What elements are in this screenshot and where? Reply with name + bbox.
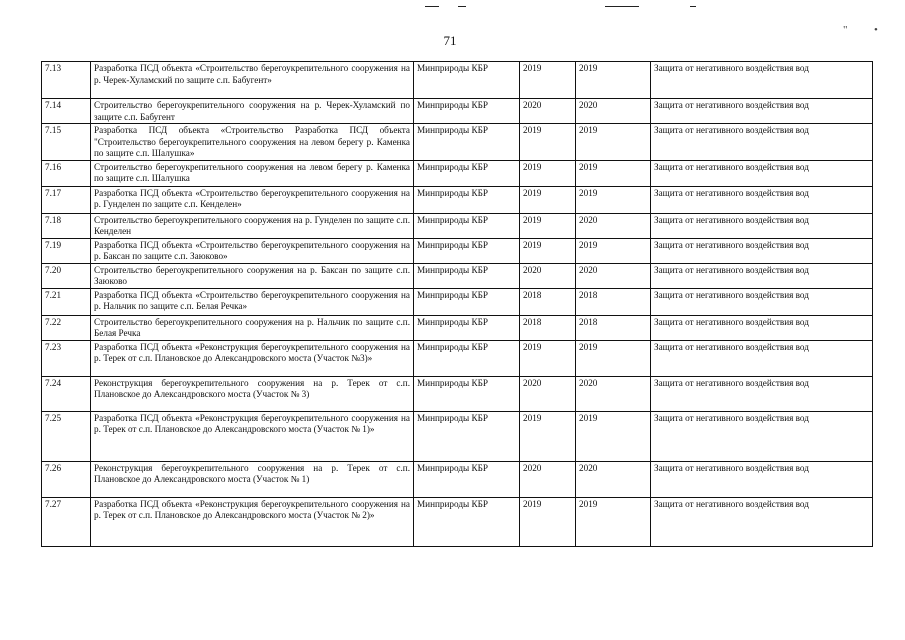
end-year: 2019 — [576, 186, 651, 213]
item-number: 7.25 — [42, 411, 91, 461]
start-year: 2019 — [520, 238, 576, 263]
goal: Защита от негативного воздействия вод — [651, 497, 873, 546]
executor: Минприроды КБР — [414, 340, 520, 376]
goal: Защита от негативного воздействия вод — [651, 62, 873, 99]
page-number: 71 — [443, 33, 457, 48]
executor: Минприроды КБР — [414, 62, 520, 99]
measure-name: Разработка ПСД объекта «Реконструкция берегоукрепительного сооружения на р. Терек от с.п. Плановское до Александровского моста (Участок № 2)» — [91, 497, 414, 546]
measure-name: Разработка ПСД объекта «Строительство берегоукрепительного сооружения на р. Баксан по защите с.п. Заюково» — [91, 238, 414, 263]
executor: Минприроды КБР — [414, 288, 520, 315]
executor: Минприроды КБР — [414, 213, 520, 238]
measure-name: Строительство берегоукрепительного сооружения на р. Нальчик по защите с.п. Белая Речка — [91, 315, 414, 340]
executor: Минприроды КБР — [414, 315, 520, 340]
item-number: 7.15 — [42, 124, 91, 161]
start-year: 2018 — [520, 288, 576, 315]
table-row — [42, 376, 873, 411]
end-year: 2018 — [576, 315, 651, 340]
item-number: 7.21 — [42, 288, 91, 315]
item-number: 7.16 — [42, 160, 91, 186]
executor: Минприроды КБР — [414, 497, 520, 546]
goal: Защита от негативного воздействия вод — [651, 124, 873, 161]
end-year: 2019 — [576, 497, 651, 546]
executor: Минприроды КБР — [414, 376, 520, 411]
measure-name: Разработка ПСД объекта «Строительство берегоукрепительного сооружения на р. Нальчик по защите с.п. Белая Речка» — [91, 288, 414, 315]
item-number: 7.26 — [42, 461, 91, 497]
end-year: 2020 — [576, 376, 651, 411]
table-row — [42, 411, 873, 461]
start-year: 2019 — [520, 62, 576, 99]
measure-name: Разработка ПСД объекта «Реконструкция берегоукрепительного сооружения на р. Терек от с.п. Плановское до Александровского моста (Участок № 1)» — [91, 411, 414, 461]
item-number: 7.18 — [42, 213, 91, 238]
scan-artifact-line — [425, 6, 439, 7]
end-year: 2019 — [576, 238, 651, 263]
table-row — [42, 124, 873, 161]
goal: Защита от негативного воздействия вод — [651, 160, 873, 186]
item-number: 7.19 — [42, 238, 91, 263]
start-year: 2019 — [520, 411, 576, 461]
item-number: 7.17 — [42, 186, 91, 213]
end-year: 2019 — [576, 124, 651, 161]
table-row — [42, 340, 873, 376]
scan-artifact-line — [605, 6, 639, 7]
goal: Защита от негативного воздействия вод — [651, 461, 873, 497]
measure-name: Реконструкция берегоукрепительного сооружения на р. Терек от с.п. Плановское до Александровского моста (Участок № 1) — [91, 461, 414, 497]
measure-name: Реконструкция берегоукрепительного сооружения на р. Терек от с.п. Плановское до Александровского моста (Участок № 3) — [91, 376, 414, 411]
goal: Защита от негативного воздействия вод — [651, 263, 873, 288]
end-year: 2019 — [576, 340, 651, 376]
goal: Защита от негативного воздействия вод — [651, 315, 873, 340]
goal: Защита от негативного воздействия вод — [651, 376, 873, 411]
table-row — [42, 62, 873, 99]
scan-artifact-mark: " — [843, 24, 848, 36]
end-year: 2019 — [576, 411, 651, 461]
item-number: 7.14 — [42, 99, 91, 124]
table-row — [42, 99, 873, 124]
goal: Защита от негативного воздействия вод — [651, 238, 873, 263]
goal: Защита от негативного воздействия вод — [651, 340, 873, 376]
start-year: 2019 — [520, 124, 576, 161]
start-year: 2020 — [520, 263, 576, 288]
goal: Защита от негативного воздействия вод — [651, 411, 873, 461]
measure-name: Разработка ПСД объекта «Строительство берегоукрепительного сооружения на р. Черек-Хуламский по защите с.п. Бабугент» — [91, 62, 414, 99]
executor: Минприроды КБР — [414, 461, 520, 497]
scan-artifact-mark: • — [874, 24, 878, 36]
executor: Минприроды КБР — [414, 263, 520, 288]
start-year: 2019 — [520, 186, 576, 213]
item-number: 7.23 — [42, 340, 91, 376]
table-row — [42, 461, 873, 497]
scan-artifact-line — [690, 6, 696, 7]
measure-name: Строительство берегоукрепительного сооружения на р. Гунделен по защите с.п. Кенделен — [91, 213, 414, 238]
end-year: 2020 — [576, 263, 651, 288]
table-row — [42, 213, 873, 238]
executor: Минприроды КБР — [414, 411, 520, 461]
table-row — [42, 238, 873, 263]
end-year: 2020 — [576, 461, 651, 497]
item-number: 7.13 — [42, 62, 91, 99]
start-year: 2019 — [520, 497, 576, 546]
table-row — [42, 315, 873, 340]
start-year: 2019 — [520, 160, 576, 186]
measure-name: Строительство берегоукрепительного сооружения на левом берегу р. Каменка по защите с.п. Шалушка — [91, 160, 414, 186]
executor: Минприроды КБР — [414, 160, 520, 186]
item-number: 7.20 — [42, 263, 91, 288]
goal: Защита от негативного воздействия вод — [651, 186, 873, 213]
end-year: 2019 — [576, 62, 651, 99]
goal: Защита от негативного воздействия вод — [651, 99, 873, 124]
end-year: 2020 — [576, 213, 651, 238]
goal: Защита от негативного воздействия вод — [651, 288, 873, 315]
item-number: 7.27 — [42, 497, 91, 546]
table-row — [42, 288, 873, 315]
goal: Защита от негативного воздействия вод — [651, 213, 873, 238]
start-year: 2020 — [520, 461, 576, 497]
measure-name: Разработка ПСД объекта «Строительство Разработка ПСД объекта "Строительство берегоукрепительного сооружения на левом берегу р. Каменка по защите с.п. Шалушка» — [91, 124, 414, 161]
executor: Минприроды КБР — [414, 99, 520, 124]
executor: Минприроды КБР — [414, 124, 520, 161]
measure-name: Разработка ПСД объекта «Строительство берегоукрепительного сооружения на р. Гунделен по защите с.п. Кенделен» — [91, 186, 414, 213]
table-row — [42, 497, 873, 546]
table-row — [42, 263, 873, 288]
measures-table — [41, 61, 873, 547]
item-number: 7.22 — [42, 315, 91, 340]
measure-name: Строительство берегоукрепительного сооружения на р. Черек-Хуламский по защите с.п. Бабугент — [91, 99, 414, 124]
start-year: 2019 — [520, 213, 576, 238]
table-row — [42, 186, 873, 213]
start-year: 2018 — [520, 315, 576, 340]
end-year: 2018 — [576, 288, 651, 315]
table-row — [42, 160, 873, 186]
item-number: 7.24 — [42, 376, 91, 411]
start-year: 2020 — [520, 376, 576, 411]
measure-name: Разработка ПСД объекта «Реконструкция берегоукрепительного сооружения на р. Терек от с.п. Плановское до Александровского моста (Участок №3)» — [91, 340, 414, 376]
executor: Минприроды КБР — [414, 186, 520, 213]
measure-name: Строительство берегоукрепительного сооружения на р. Баксан по защите с.п. Заюково — [91, 263, 414, 288]
end-year: 2019 — [576, 160, 651, 186]
start-year: 2020 — [520, 99, 576, 124]
scan-artifact-line — [458, 6, 466, 7]
start-year: 2019 — [520, 340, 576, 376]
executor: Минприроды КБР — [414, 238, 520, 263]
end-year: 2020 — [576, 99, 651, 124]
